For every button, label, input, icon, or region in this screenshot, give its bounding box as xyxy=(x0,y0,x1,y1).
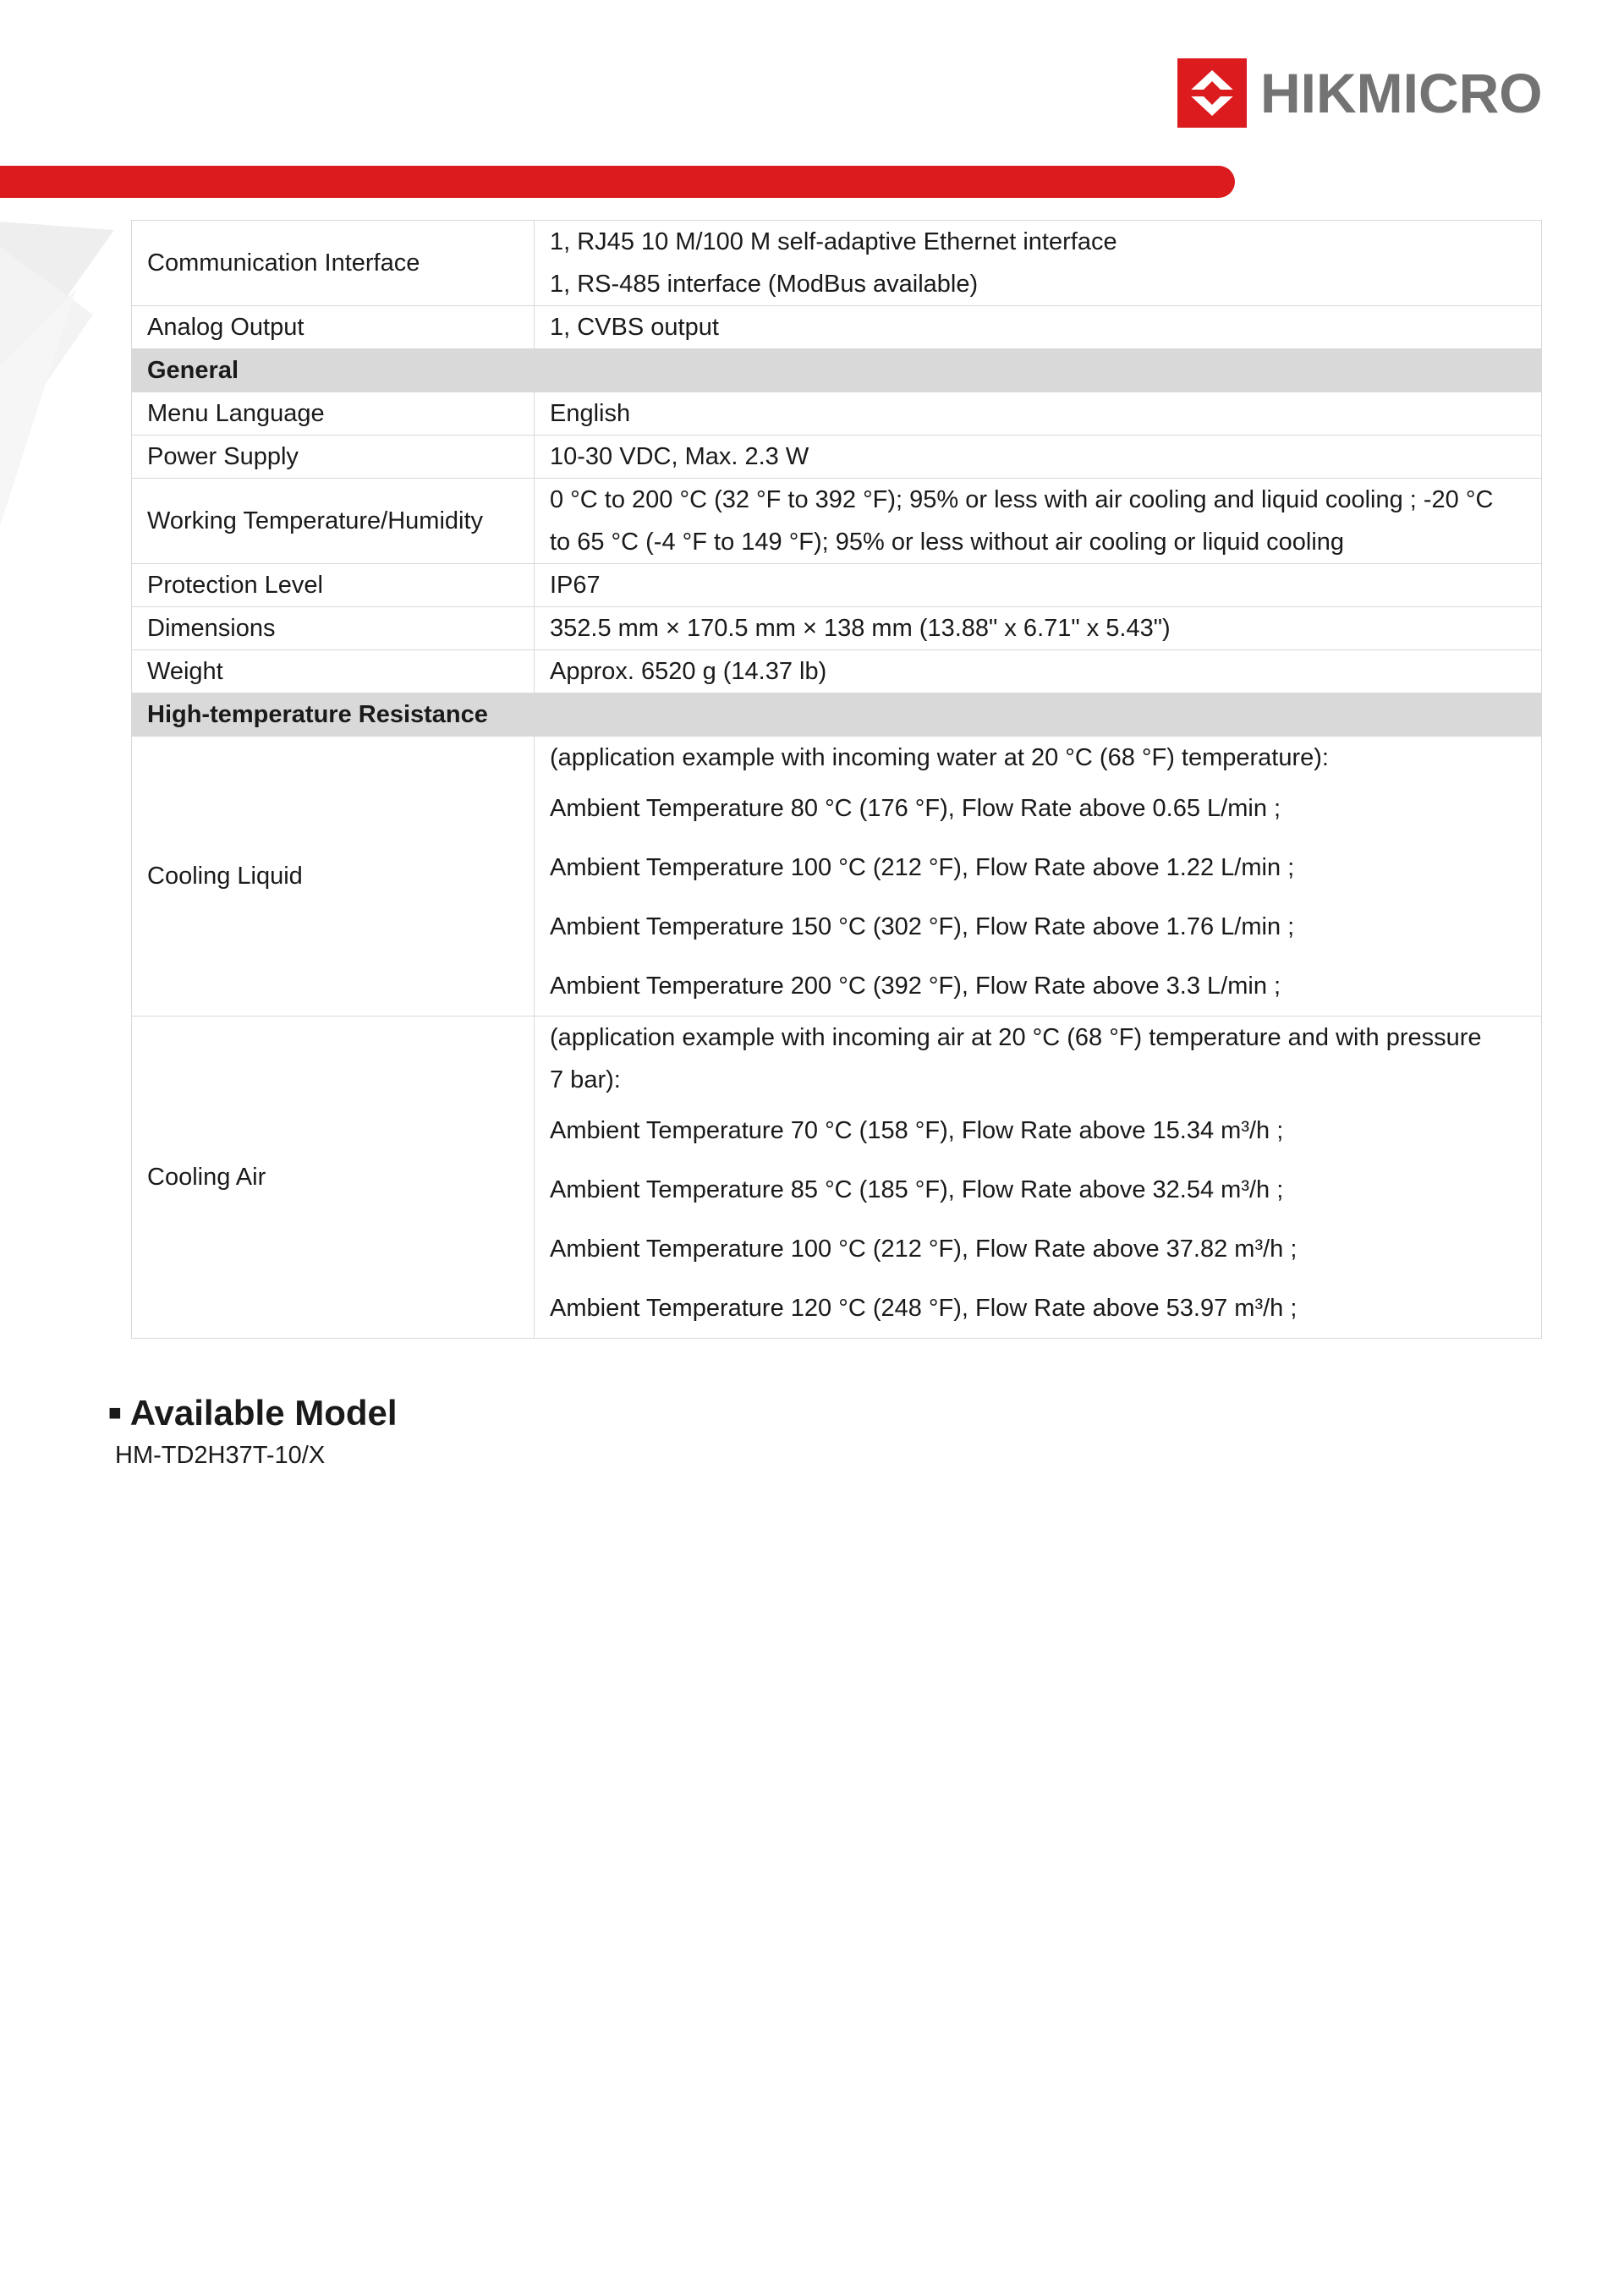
brand-name: HIKMICRO xyxy=(1260,62,1543,124)
brand-logo xyxy=(1177,56,1543,130)
spec-value-line: (application example with incoming water at 20 °C (68 °F) temperature): xyxy=(550,744,1329,771)
available-model-heading xyxy=(108,1387,398,1438)
spec-row xyxy=(132,607,1542,650)
spec-value-line: (application example with incoming air at 20 °C (68 °F) temperature and with pressure xyxy=(550,1024,1482,1051)
spec-label: Analog Output xyxy=(132,306,535,349)
section-header-row xyxy=(132,693,1542,737)
watermark-graphic xyxy=(0,196,127,526)
header-red-band xyxy=(0,166,1235,198)
spec-value xyxy=(535,479,1542,564)
spec-value-line: Ambient Temperature 85 °C (185 °F), Flow Rate above 32.54 m³/h ; xyxy=(550,1176,1284,1203)
spec-value xyxy=(535,1016,1542,1339)
spec-label: Weight xyxy=(132,650,535,693)
spec-label: Communication Interface xyxy=(132,221,535,306)
spec-row xyxy=(132,392,1542,436)
spec-row xyxy=(132,1016,1542,1339)
spec-value xyxy=(535,306,1542,349)
spec-value xyxy=(535,607,1542,650)
spec-label: Menu Language xyxy=(132,392,535,436)
spec-value-line: to 65 °C (-4 °F to 149 °F); 95% or less without air cooling or liquid cooling xyxy=(550,529,1345,556)
spec-label: Protection Level xyxy=(132,564,535,607)
spec-value-line: 352.5 mm × 170.5 mm × 138 mm (13.88" x 6.71" x 5.43") xyxy=(550,615,1171,642)
spec-label: Dimensions xyxy=(132,607,535,650)
available-model-title: Available Model xyxy=(129,1393,398,1433)
spec-value-line: 10-30 VDC, Max. 2.3 W xyxy=(550,443,809,470)
spec-table xyxy=(131,220,1542,1339)
spec-row xyxy=(132,436,1542,479)
spec-value-line: Approx. 6520 g (14.37 lb) xyxy=(550,658,827,685)
section-title: High-temperature Resistance xyxy=(132,693,1542,737)
model-number: HM-TD2H37T-10/X xyxy=(115,1442,326,1469)
spec-row xyxy=(132,737,1542,1016)
bullet-icon: ■ xyxy=(108,1400,122,1425)
spec-value-line: 0 °C to 200 °C (32 °F to 392 °F); 95% or less with air cooling and liquid cooling ; -20 °C xyxy=(550,486,1494,513)
spec-value-line: IP67 xyxy=(550,572,601,599)
section-header-row xyxy=(132,349,1542,392)
spec-value-line: 1, CVBS output xyxy=(550,314,719,341)
spec-value xyxy=(535,436,1542,479)
spec-value xyxy=(535,221,1542,306)
spec-value xyxy=(535,392,1542,436)
spec-row xyxy=(132,650,1542,693)
spec-value xyxy=(535,650,1542,693)
spec-value-line: 1, RJ45 10 M/100 M self-adaptive Ethernet interface xyxy=(550,228,1117,255)
spec-label: Cooling Liquid xyxy=(132,737,535,1016)
spec-row xyxy=(132,221,1542,306)
spec-value-line: 7 bar): xyxy=(550,1066,621,1093)
section-title: General xyxy=(132,349,1542,392)
spec-value-line: Ambient Temperature 150 °C (302 °F), Flow Rate above 1.76 L/min ; xyxy=(550,913,1295,940)
spec-value-line: Ambient Temperature 120 °C (248 °F), Flow Rate above 53.97 m³/h ; xyxy=(550,1295,1298,1322)
spec-value-line: Ambient Temperature 80 °C (176 °F), Flow Rate above 0.65 L/min ; xyxy=(550,795,1281,822)
spec-value-line: Ambient Temperature 200 °C (392 °F), Flow Rate above 3.3 L/min ; xyxy=(550,973,1281,1000)
spec-row xyxy=(132,479,1542,564)
spec-value xyxy=(535,564,1542,607)
spec-value-line: Ambient Temperature 70 °C (158 °F), Flow Rate above 15.34 m³/h ; xyxy=(550,1117,1284,1144)
spec-value xyxy=(535,737,1542,1016)
spec-label: Working Temperature/Humidity xyxy=(132,479,535,564)
spec-value-line: Ambient Temperature 100 °C (212 °F), Flow Rate above 37.82 m³/h ; xyxy=(550,1236,1298,1263)
spec-value-line: 1, RS-485 interface (ModBus available) xyxy=(550,271,979,298)
spec-value-line: English xyxy=(550,400,631,427)
spec-row xyxy=(132,564,1542,607)
spec-label: Power Supply xyxy=(132,436,535,479)
hikmicro-logo-icon xyxy=(1177,58,1247,128)
spec-value-line: Ambient Temperature 100 °C (212 °F), Flow Rate above 1.22 L/min ; xyxy=(550,854,1295,881)
spec-row xyxy=(132,306,1542,349)
spec-label: Cooling Air xyxy=(132,1016,535,1339)
